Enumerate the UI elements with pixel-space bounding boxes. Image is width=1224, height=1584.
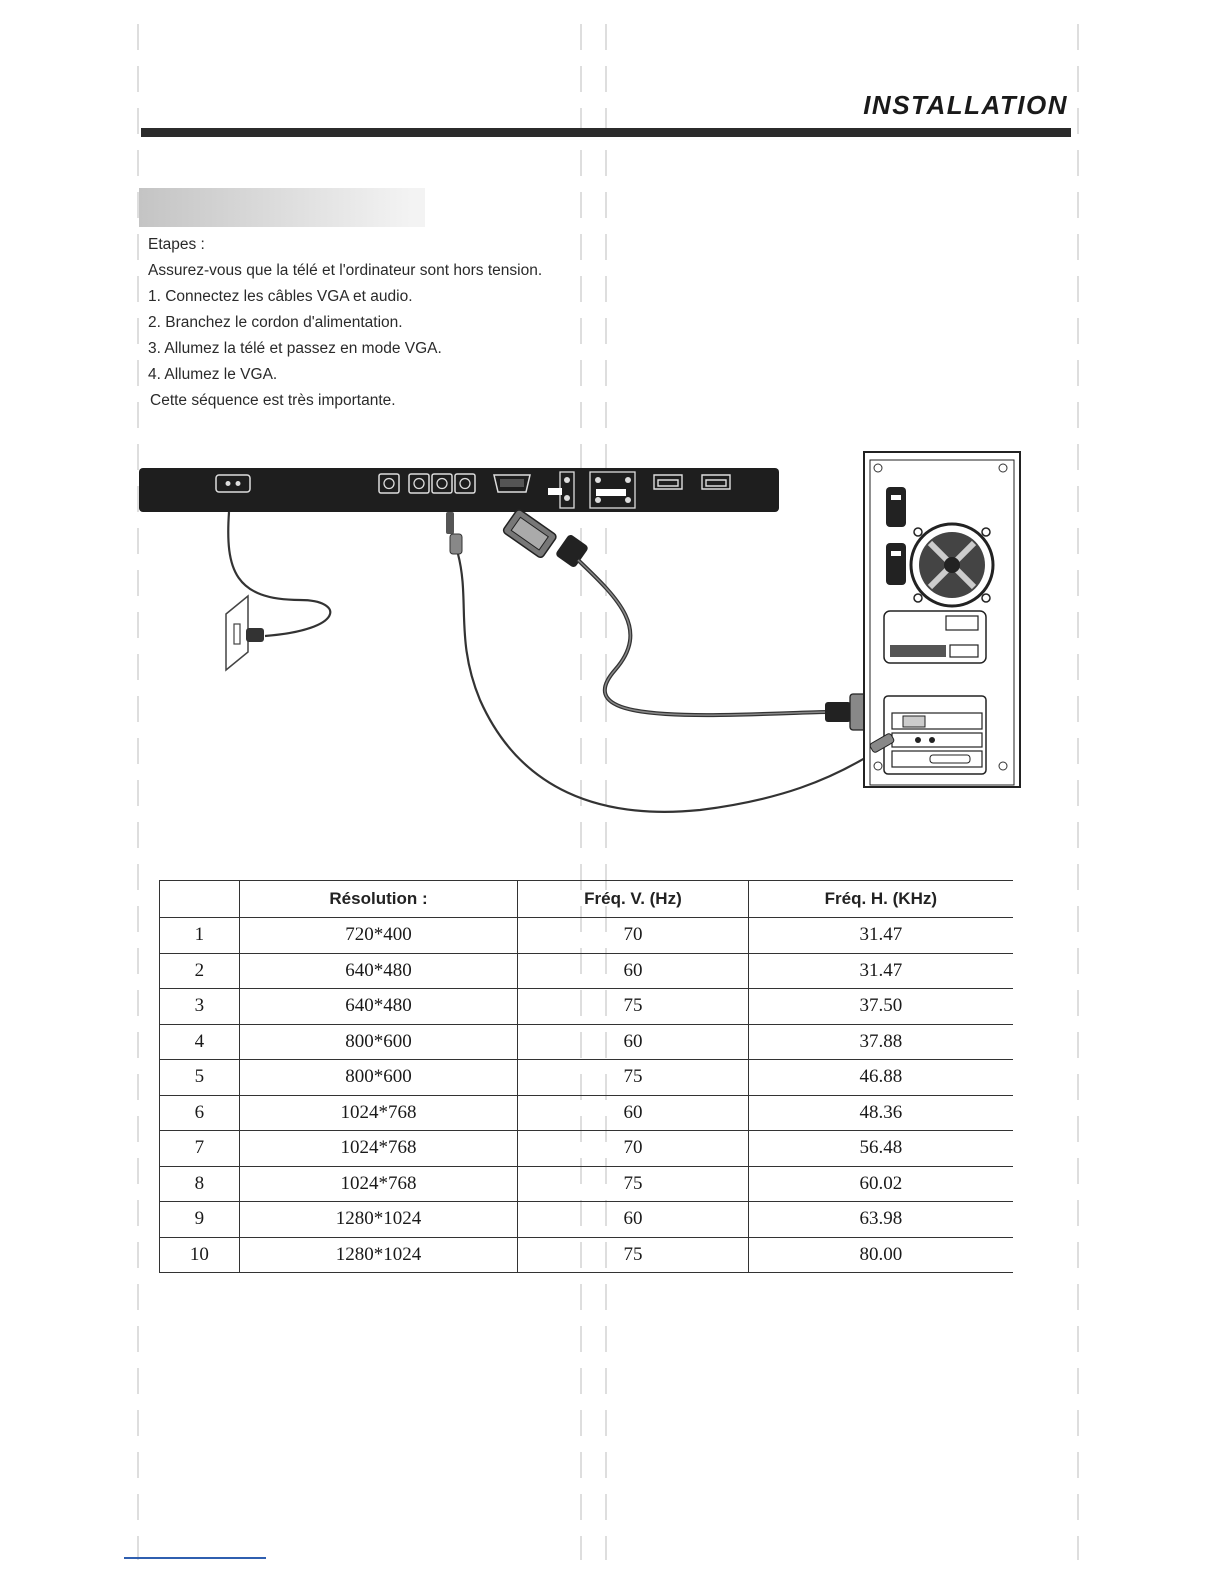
table-row bbox=[160, 989, 1014, 1025]
table-cell: 5 bbox=[160, 1060, 240, 1096]
table-header-row bbox=[160, 881, 1014, 918]
step-line: 1. Connectez les câbles VGA et audio. bbox=[148, 288, 413, 305]
table-cell: 37.88 bbox=[748, 1024, 1013, 1060]
section-title: INSTALLATION bbox=[863, 90, 1068, 120]
table-cell: 80.00 bbox=[748, 1237, 1013, 1273]
table-row bbox=[160, 918, 1014, 954]
table-cell: 800*600 bbox=[239, 1024, 517, 1060]
col-header-vfreq: Fréq. V. (Hz) bbox=[518, 881, 748, 918]
table-cell: 800*600 bbox=[239, 1060, 517, 1096]
steps-note: Cette séquence est très importante. bbox=[150, 392, 396, 409]
step-line: 3. Allumez la télé et passez en mode VGA. bbox=[148, 340, 442, 357]
table-row bbox=[160, 1131, 1014, 1167]
steps-block bbox=[148, 234, 542, 416]
table-cell: 37.50 bbox=[748, 989, 1013, 1025]
steps-heading: Etapes : bbox=[148, 236, 205, 253]
tv-back-panel-icon bbox=[139, 468, 779, 512]
col-header-index bbox=[160, 881, 240, 918]
table-row bbox=[160, 1166, 1014, 1202]
table-cell: 56.48 bbox=[748, 1131, 1013, 1167]
title-rule bbox=[141, 128, 1071, 137]
table-cell: 1280*1024 bbox=[239, 1237, 517, 1273]
col-header-hfreq: Fréq. H. (KHz) bbox=[748, 881, 1013, 918]
table-row bbox=[160, 1237, 1014, 1273]
table-cell: 2 bbox=[160, 953, 240, 989]
power-outlet-icon bbox=[226, 596, 264, 670]
table-cell: 60 bbox=[518, 1095, 748, 1131]
connection-diagram bbox=[0, 440, 1224, 840]
resolution-table bbox=[159, 880, 1013, 1273]
footer-rule bbox=[124, 1557, 266, 1559]
step-line: 4. Allumez le VGA. bbox=[148, 366, 278, 383]
table-cell: 60 bbox=[518, 1202, 748, 1238]
step-line: Assurez-vous que la télé et l'ordinateur sont hors tension. bbox=[148, 262, 543, 279]
table-cell: 75 bbox=[518, 1166, 748, 1202]
table-cell: 3 bbox=[160, 989, 240, 1025]
table-row bbox=[160, 953, 1014, 989]
table-cell: 8 bbox=[160, 1166, 240, 1202]
table-cell: 1024*768 bbox=[239, 1166, 517, 1202]
table-cell: 4 bbox=[160, 1024, 240, 1060]
table-cell: 60.02 bbox=[748, 1166, 1013, 1202]
table-cell: 48.36 bbox=[748, 1095, 1013, 1131]
table-cell: 9 bbox=[160, 1202, 240, 1238]
table-cell: 60 bbox=[518, 953, 748, 989]
table-cell: 6 bbox=[160, 1095, 240, 1131]
table-cell: 1024*768 bbox=[239, 1131, 517, 1167]
table-cell: 10 bbox=[160, 1237, 240, 1273]
table-cell: 640*480 bbox=[239, 989, 517, 1025]
table-cell: 720*400 bbox=[239, 918, 517, 954]
table-cell: 1280*1024 bbox=[239, 1202, 517, 1238]
table-cell: 31.47 bbox=[748, 953, 1013, 989]
table-cell: 46.88 bbox=[748, 1060, 1013, 1096]
subsection-banner bbox=[139, 188, 425, 227]
table-cell: 75 bbox=[518, 1237, 748, 1273]
table-row bbox=[160, 1024, 1014, 1060]
table-row bbox=[160, 1060, 1014, 1096]
table-cell: 60 bbox=[518, 1024, 748, 1060]
table-cell: 31.47 bbox=[748, 918, 1013, 954]
table-cell: 63.98 bbox=[748, 1202, 1013, 1238]
table-cell: 1 bbox=[160, 918, 240, 954]
table-cell: 70 bbox=[518, 918, 748, 954]
table-cell: 75 bbox=[518, 989, 748, 1025]
table-row bbox=[160, 1095, 1014, 1131]
col-header-resolution: Résolution : bbox=[239, 881, 517, 918]
table-cell: 75 bbox=[518, 1060, 748, 1096]
table-cell: 640*480 bbox=[239, 953, 517, 989]
step-line: 2. Branchez le cordon d'alimentation. bbox=[148, 314, 403, 331]
table-cell: 7 bbox=[160, 1131, 240, 1167]
table-row bbox=[160, 1202, 1014, 1238]
table-cell: 70 bbox=[518, 1131, 748, 1167]
table-cell: 1024*768 bbox=[239, 1095, 517, 1131]
